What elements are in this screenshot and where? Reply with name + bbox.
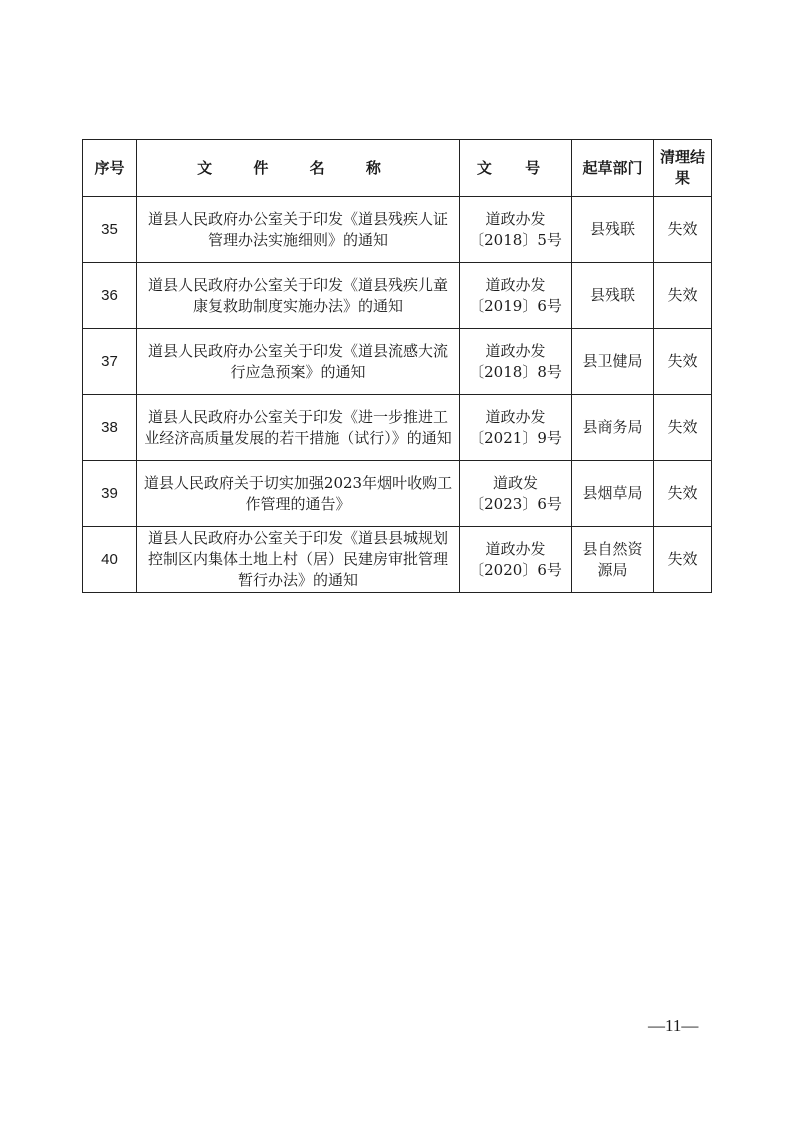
row-document-name: 道县人民政府办公室关于印发《道县残疾人证管理办法实施细则》的通知 bbox=[137, 197, 460, 263]
row-cleanup-result: 失效 bbox=[654, 263, 712, 329]
table-header-row bbox=[83, 140, 712, 197]
row-seq: 37 bbox=[83, 329, 137, 395]
header-document-name: 文 件 名 称 bbox=[137, 140, 460, 197]
row-cleanup-result: 失效 bbox=[654, 395, 712, 461]
row-cleanup-result: 失效 bbox=[654, 329, 712, 395]
table-row bbox=[83, 395, 712, 461]
header-cleanup-result: 清理结果 bbox=[654, 140, 712, 197]
row-drafting-department: 县自然资源局 bbox=[572, 527, 654, 593]
table-row bbox=[83, 461, 712, 527]
row-cleanup-result: 失效 bbox=[654, 527, 712, 593]
row-seq: 40 bbox=[83, 527, 137, 593]
row-drafting-department: 县烟草局 bbox=[572, 461, 654, 527]
row-drafting-department: 县卫健局 bbox=[572, 329, 654, 395]
row-document-name: 道县人民政府办公室关于印发《道县流感大流行应急预案》的通知 bbox=[137, 329, 460, 395]
row-drafting-department: 县商务局 bbox=[572, 395, 654, 461]
regulation-cleanup-table bbox=[82, 139, 712, 593]
table-row bbox=[83, 263, 712, 329]
row-document-name: 道县人民政府办公室关于印发《道县县城规划控制区内集体土地上村（居）民建房审批管理暂行办法》的通知 bbox=[137, 527, 460, 593]
row-seq: 38 bbox=[83, 395, 137, 461]
row-document-number: 道政办发〔2020〕6号 bbox=[460, 527, 572, 593]
row-document-number: 道政办发〔2019〕6号 bbox=[460, 263, 572, 329]
row-cleanup-result: 失效 bbox=[654, 461, 712, 527]
row-drafting-department: 县残联 bbox=[572, 197, 654, 263]
row-drafting-department: 县残联 bbox=[572, 263, 654, 329]
page-number: —11— bbox=[648, 1016, 699, 1035]
row-document-number: 道政办发〔2018〕5号 bbox=[460, 197, 572, 263]
table-row bbox=[83, 197, 712, 263]
row-seq: 39 bbox=[83, 461, 137, 527]
header-seq: 序号 bbox=[83, 140, 137, 197]
row-seq: 35 bbox=[83, 197, 137, 263]
row-document-number: 道政发〔2023〕6号 bbox=[460, 461, 572, 527]
table-row bbox=[83, 329, 712, 395]
row-document-number: 道政办发〔2021〕9号 bbox=[460, 395, 572, 461]
row-document-name: 道县人民政府办公室关于印发《道县残疾儿童康复救助制度实施办法》的通知 bbox=[137, 263, 460, 329]
row-seq: 36 bbox=[83, 263, 137, 329]
row-document-name: 道县人民政府关于切实加强2023年烟叶收购工作管理的通告》 bbox=[137, 461, 460, 527]
table-row bbox=[83, 527, 712, 593]
header-document-number: 文 号 bbox=[460, 140, 572, 197]
row-document-number: 道政办发〔2018〕8号 bbox=[460, 329, 572, 395]
header-drafting-department: 起草部门 bbox=[572, 140, 654, 197]
row-document-name: 道县人民政府办公室关于印发《进一步推进工业经济高质量发展的若干措施（试行）》的通知 bbox=[137, 395, 460, 461]
row-cleanup-result: 失效 bbox=[654, 197, 712, 263]
